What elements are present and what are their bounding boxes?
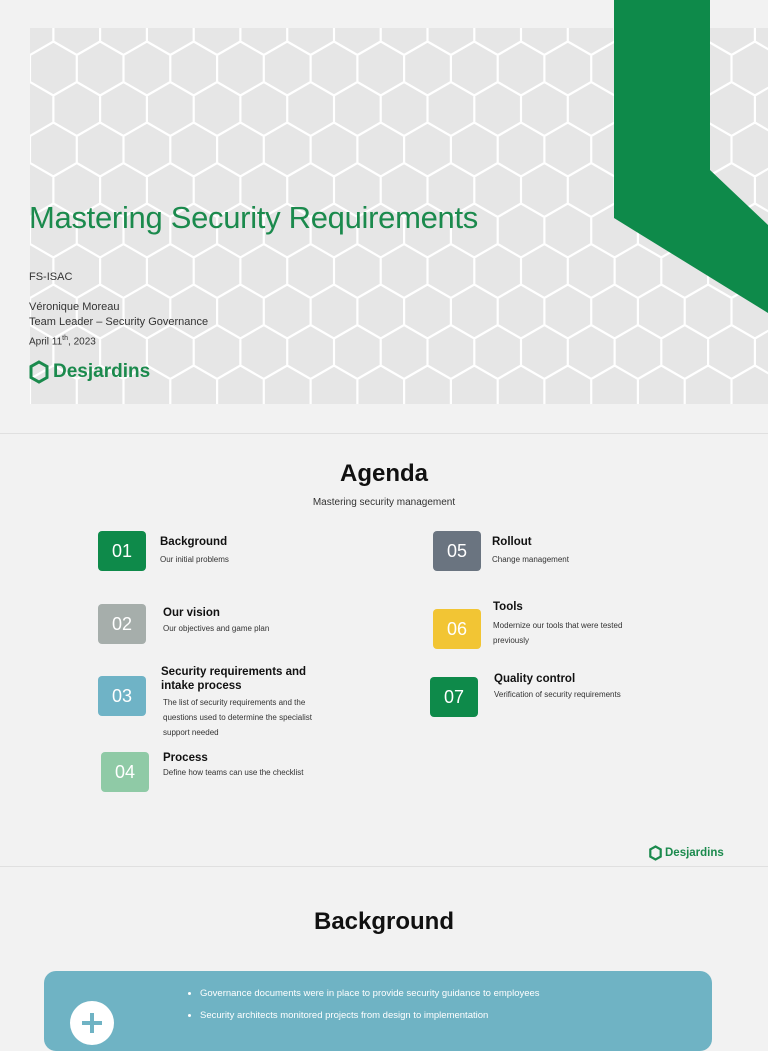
agenda-title: Agenda [339,460,428,487]
plus-circle-icon [70,1001,114,1045]
agenda-number-07: 07 [430,677,478,717]
agenda-item-title: Tools [493,601,523,613]
background-title: Background [313,908,454,935]
agenda-item-title: Rollout [492,536,532,548]
agenda-number-01: 01 [98,531,146,571]
hexagon-logo-icon [649,845,662,861]
agenda-number-02: 02 [98,604,146,644]
desjardins-logo-small [649,845,724,861]
agenda-item-title: Process [163,752,208,764]
logo-text: Desjardins [665,847,724,859]
presenter-name: Véronique Moreau [29,301,120,313]
agenda-number-06: 06 [433,609,481,649]
agenda-item-desc: Change management [492,555,569,564]
agenda-number-05: 05 [433,531,481,571]
title-slide [0,0,768,432]
presentation-date [29,335,96,347]
logo-text: Desjardins [53,361,151,382]
date-ordinal: th [62,335,69,342]
date-suffix: , 2023 [68,336,96,348]
bullet-item: • Governance documents were in place to provide security guidance to employees [200,983,540,1005]
agenda-item-desc: The list of security requirements and the questions used to determine the specialist support needed [163,698,312,737]
agenda-item-desc: Our initial problems [160,555,229,564]
agenda-slide [0,433,768,866]
agenda-number-04: 04 [101,752,149,792]
agenda-item-desc: Verification of security requirements [494,690,621,699]
agenda-item-desc: Define how teams can use the checklist [163,768,304,777]
hexagon-logo-icon [29,360,49,384]
background-bullets [186,983,540,1027]
bullet-item: • Security architects monitored projects from design to implementation [200,1005,540,1027]
agenda-item-title: Background [160,536,228,548]
desjardins-logo [29,360,150,384]
presentation-title: Mastering Security Requirements [29,200,478,235]
agenda-item-title: Quality control [494,673,576,685]
agenda-item-title: Our vision [163,607,220,619]
agenda-subtitle: Mastering security management [312,497,456,508]
agenda-number-03: 03 [98,676,146,716]
agenda-item-desc: Modernize our tools that were tested previously [493,621,623,645]
agenda-item-title: Security requirements and intake process [161,666,307,692]
date-prefix: April 11 [29,336,63,348]
organization: FS-ISAC [29,271,73,283]
agenda-item-desc: Our objectives and game plan [163,624,270,633]
presenter-role: Team Leader – Security Governance [29,316,209,328]
background-panel [44,971,712,1051]
background-slide [0,866,768,1025]
